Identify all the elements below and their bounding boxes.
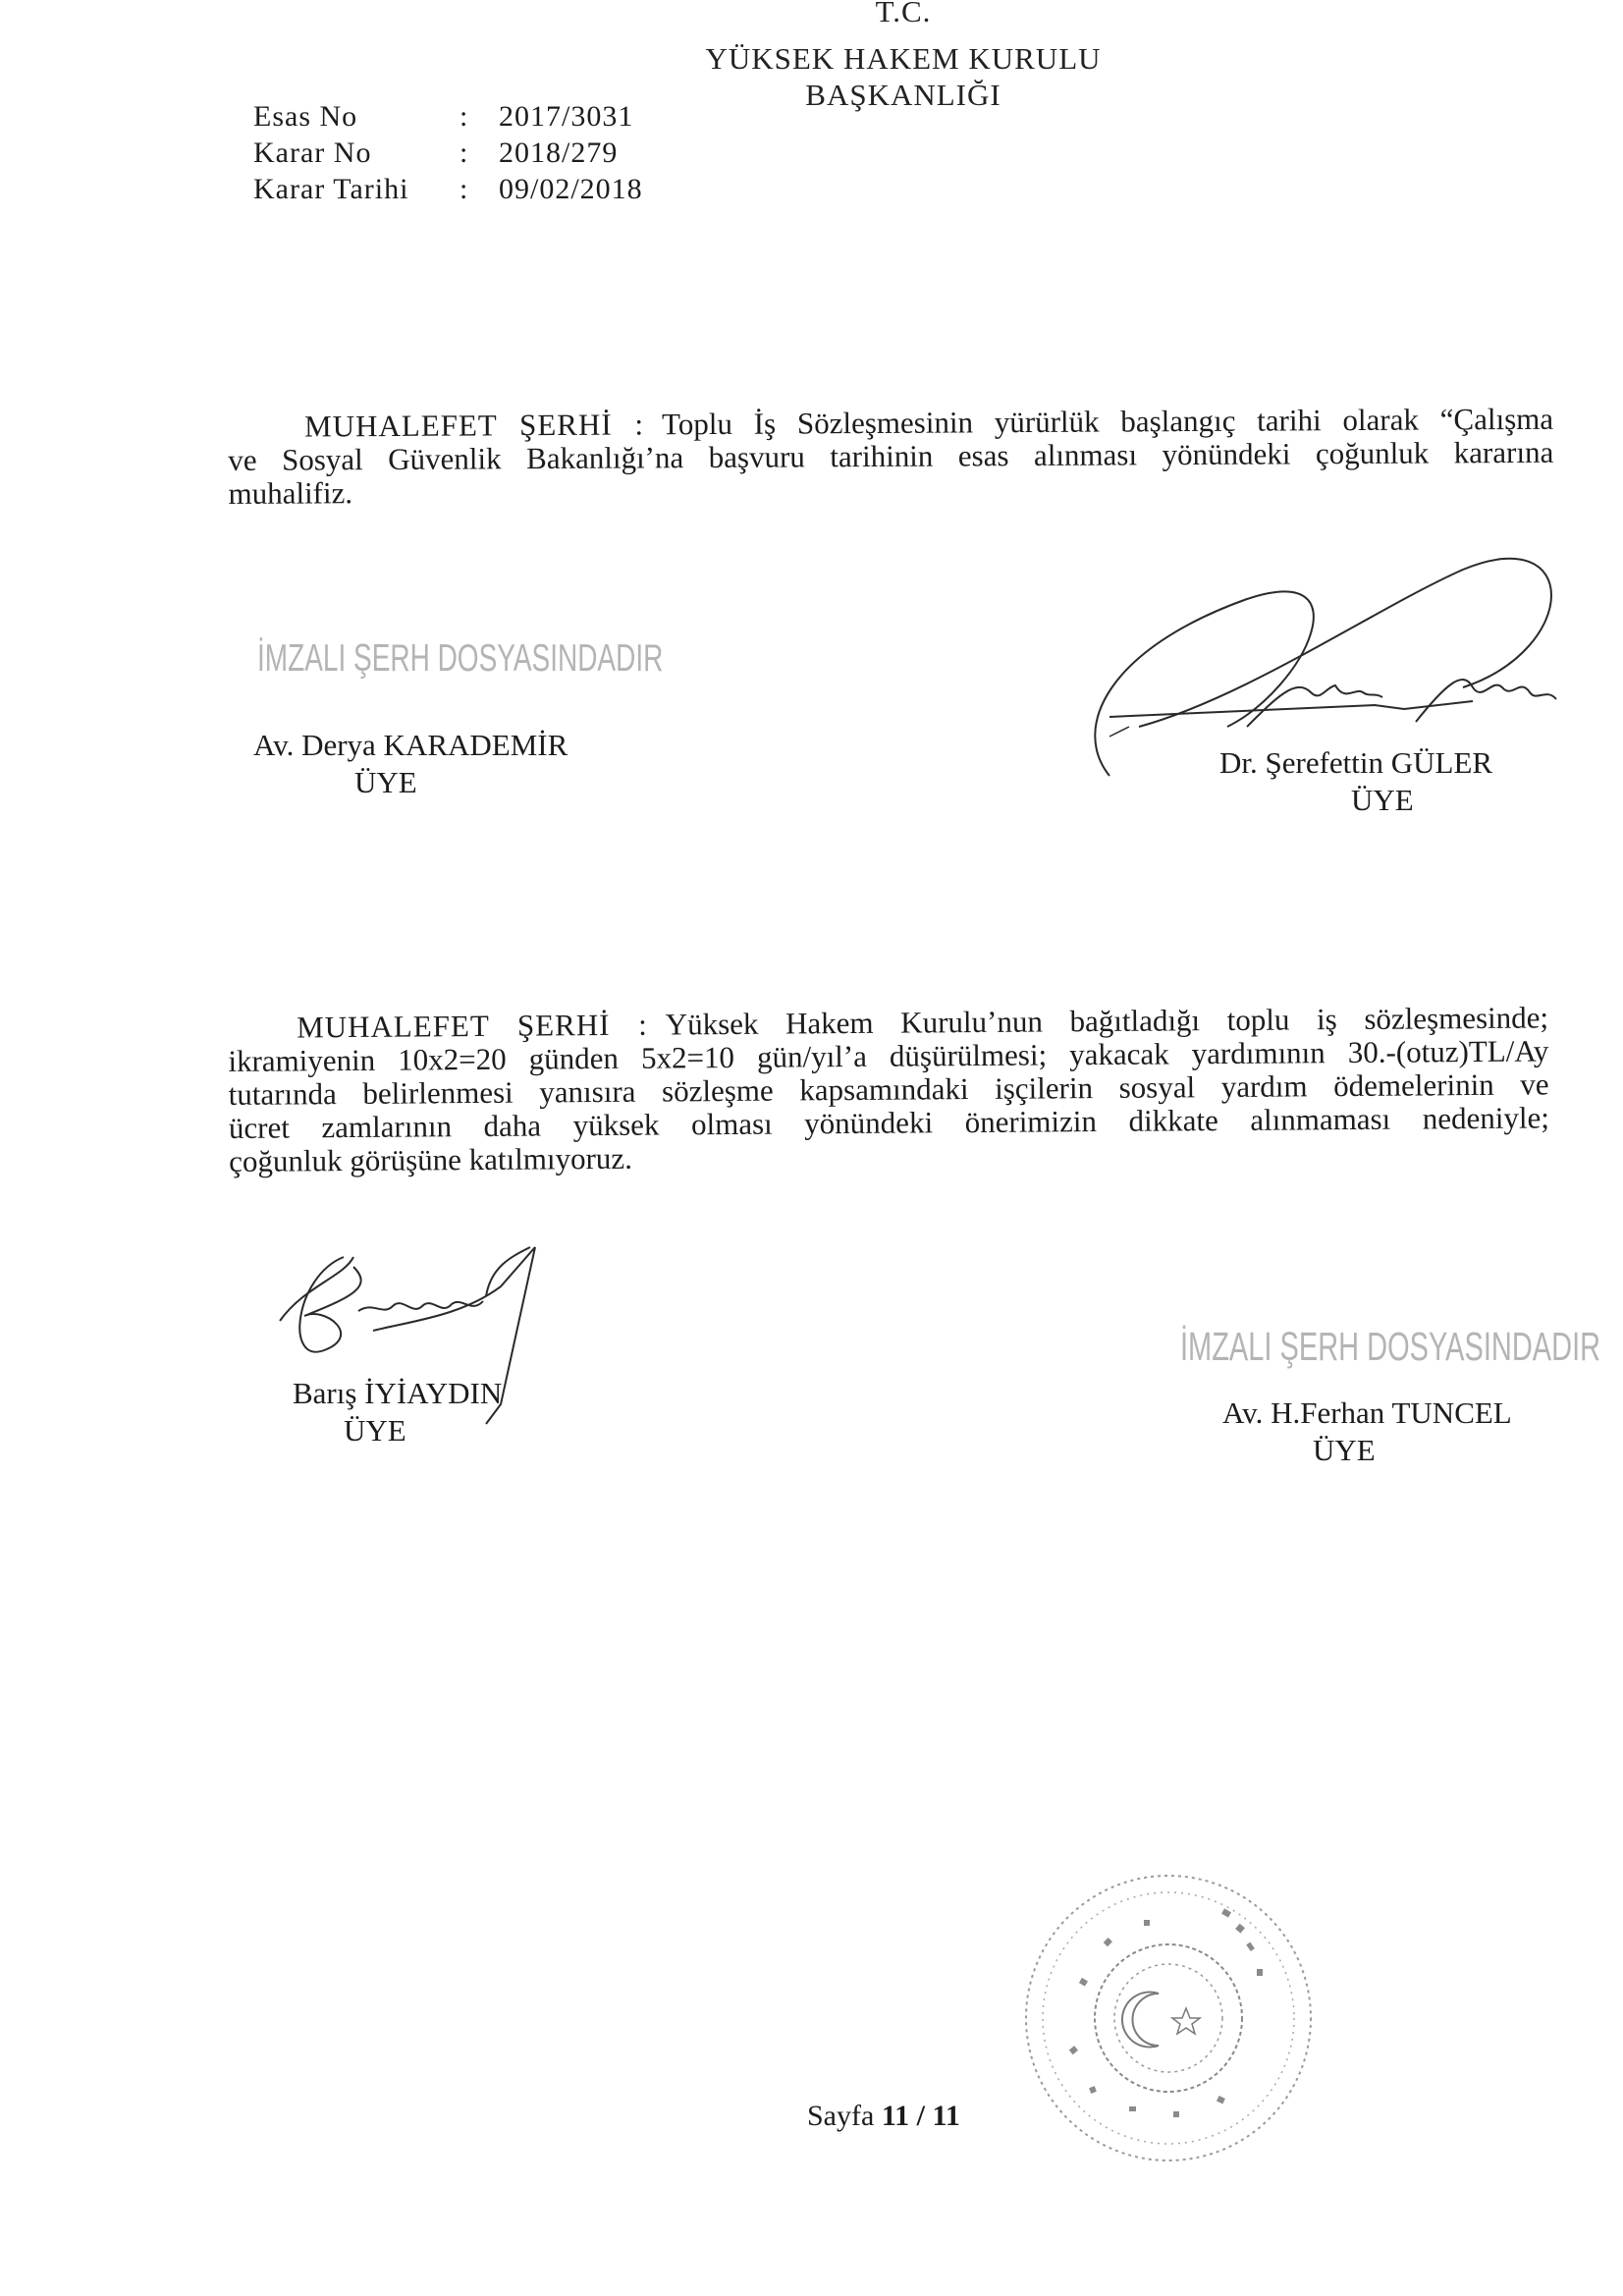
page-number: [807, 2100, 960, 2133]
case-info-value: 09/02/2018: [499, 173, 643, 205]
dissent-2-text: Yüksek Hakem Kurulu’nun bağıtladığı toplu iş sözleşmesinde;: [665, 1000, 1549, 1042]
page-separator: /: [916, 2100, 926, 2132]
dissent-1: [228, 403, 1554, 511]
case-info-label: Esas No: [253, 100, 358, 133]
dissent-1-line: muhalifiz.: [228, 475, 353, 511]
signed-dissent-stamp: İMZALI ŞERH DOSYASINDADIR: [1180, 1326, 1601, 1370]
member-name: Barış İYİAYDIN: [293, 1376, 503, 1410]
case-info-row: [253, 171, 643, 207]
case-info-row: [253, 98, 643, 135]
member-name: Av. Derya KARADEMİR: [253, 728, 568, 762]
case-info-label: Karar Tarihi: [253, 173, 409, 205]
page-label: Sayfa: [807, 2100, 875, 2132]
member-role: ÜYE: [1313, 1433, 1376, 1467]
dissent-2-line: ikramiyenin 10x2=20 günden 5x2=10 gün/yıl’a düşürülmesi; yakacak yardımının 30.-(otuz)TL/Ay: [228, 1033, 1549, 1078]
official-seal: [1011, 1861, 1325, 2175]
dissent-1-heading: MUHALEFET ŞERHİ :: [303, 407, 645, 444]
member-baris-iyiaydin: [293, 1375, 502, 1449]
header-top-line: T.C.: [875, 0, 932, 28]
dissent-2-line: çoğunluk görüşüne katılmıyoruz.: [229, 1140, 633, 1178]
member-ferhan-tuncel: [1222, 1394, 1512, 1469]
case-info-value: 2018/279: [499, 137, 619, 169]
case-info-label: Karar No: [253, 137, 372, 169]
member-name: Dr. Şerefettin GÜLER: [1219, 745, 1493, 780]
member-role: ÜYE: [344, 1413, 406, 1448]
page-current: 11: [881, 2100, 910, 2132]
dissent-2-line: tutarında belirlenmesi yanısıra sözleşme kapsamındaki işçilerin sosyal yardım ödemelerinin ve: [228, 1066, 1549, 1112]
case-info-separator: :: [460, 173, 468, 205]
dissent-2: [228, 1001, 1549, 1178]
dissent-1-text: Toplu İş Sözleşmesinin yürürlük başlangıç tarihi olarak “Çalışma: [661, 401, 1554, 442]
case-info-separator: :: [460, 137, 468, 169]
signed-dissent-stamp: İMZALI ŞERH DOSYASINDADIR: [257, 636, 664, 680]
institution-title: YÜKSEK HAKEM KURULU: [705, 41, 1102, 76]
case-info: [253, 98, 643, 207]
office-title: BAŞKANLIĞI: [805, 78, 1001, 112]
case-info-value: 2017/3031: [499, 100, 634, 133]
dissent-2-line: ücret zamlarının daha yüksek olması yönündeki önerimizin dikkate alınmaması nedeniyle;: [228, 1100, 1550, 1145]
dissent-1-line: ve Sosyal Güvenlik Bakanlığı’na başvuru tarihinin esas alınması yönündeki çoğunluk kararına: [228, 434, 1554, 477]
member-serefettin-guler: [1219, 744, 1492, 819]
case-info-row: [253, 135, 643, 171]
dissent-2-heading: MUHALEFET ŞERHİ :: [296, 1007, 648, 1045]
member-derya-karademir: [253, 727, 568, 801]
member-role: ÜYE: [354, 765, 417, 799]
member-role: ÜYE: [1351, 783, 1414, 817]
case-info-separator: :: [460, 100, 468, 133]
member-name: Av. H.Ferhan TUNCEL: [1222, 1395, 1512, 1430]
page-total: 11: [932, 2100, 960, 2132]
